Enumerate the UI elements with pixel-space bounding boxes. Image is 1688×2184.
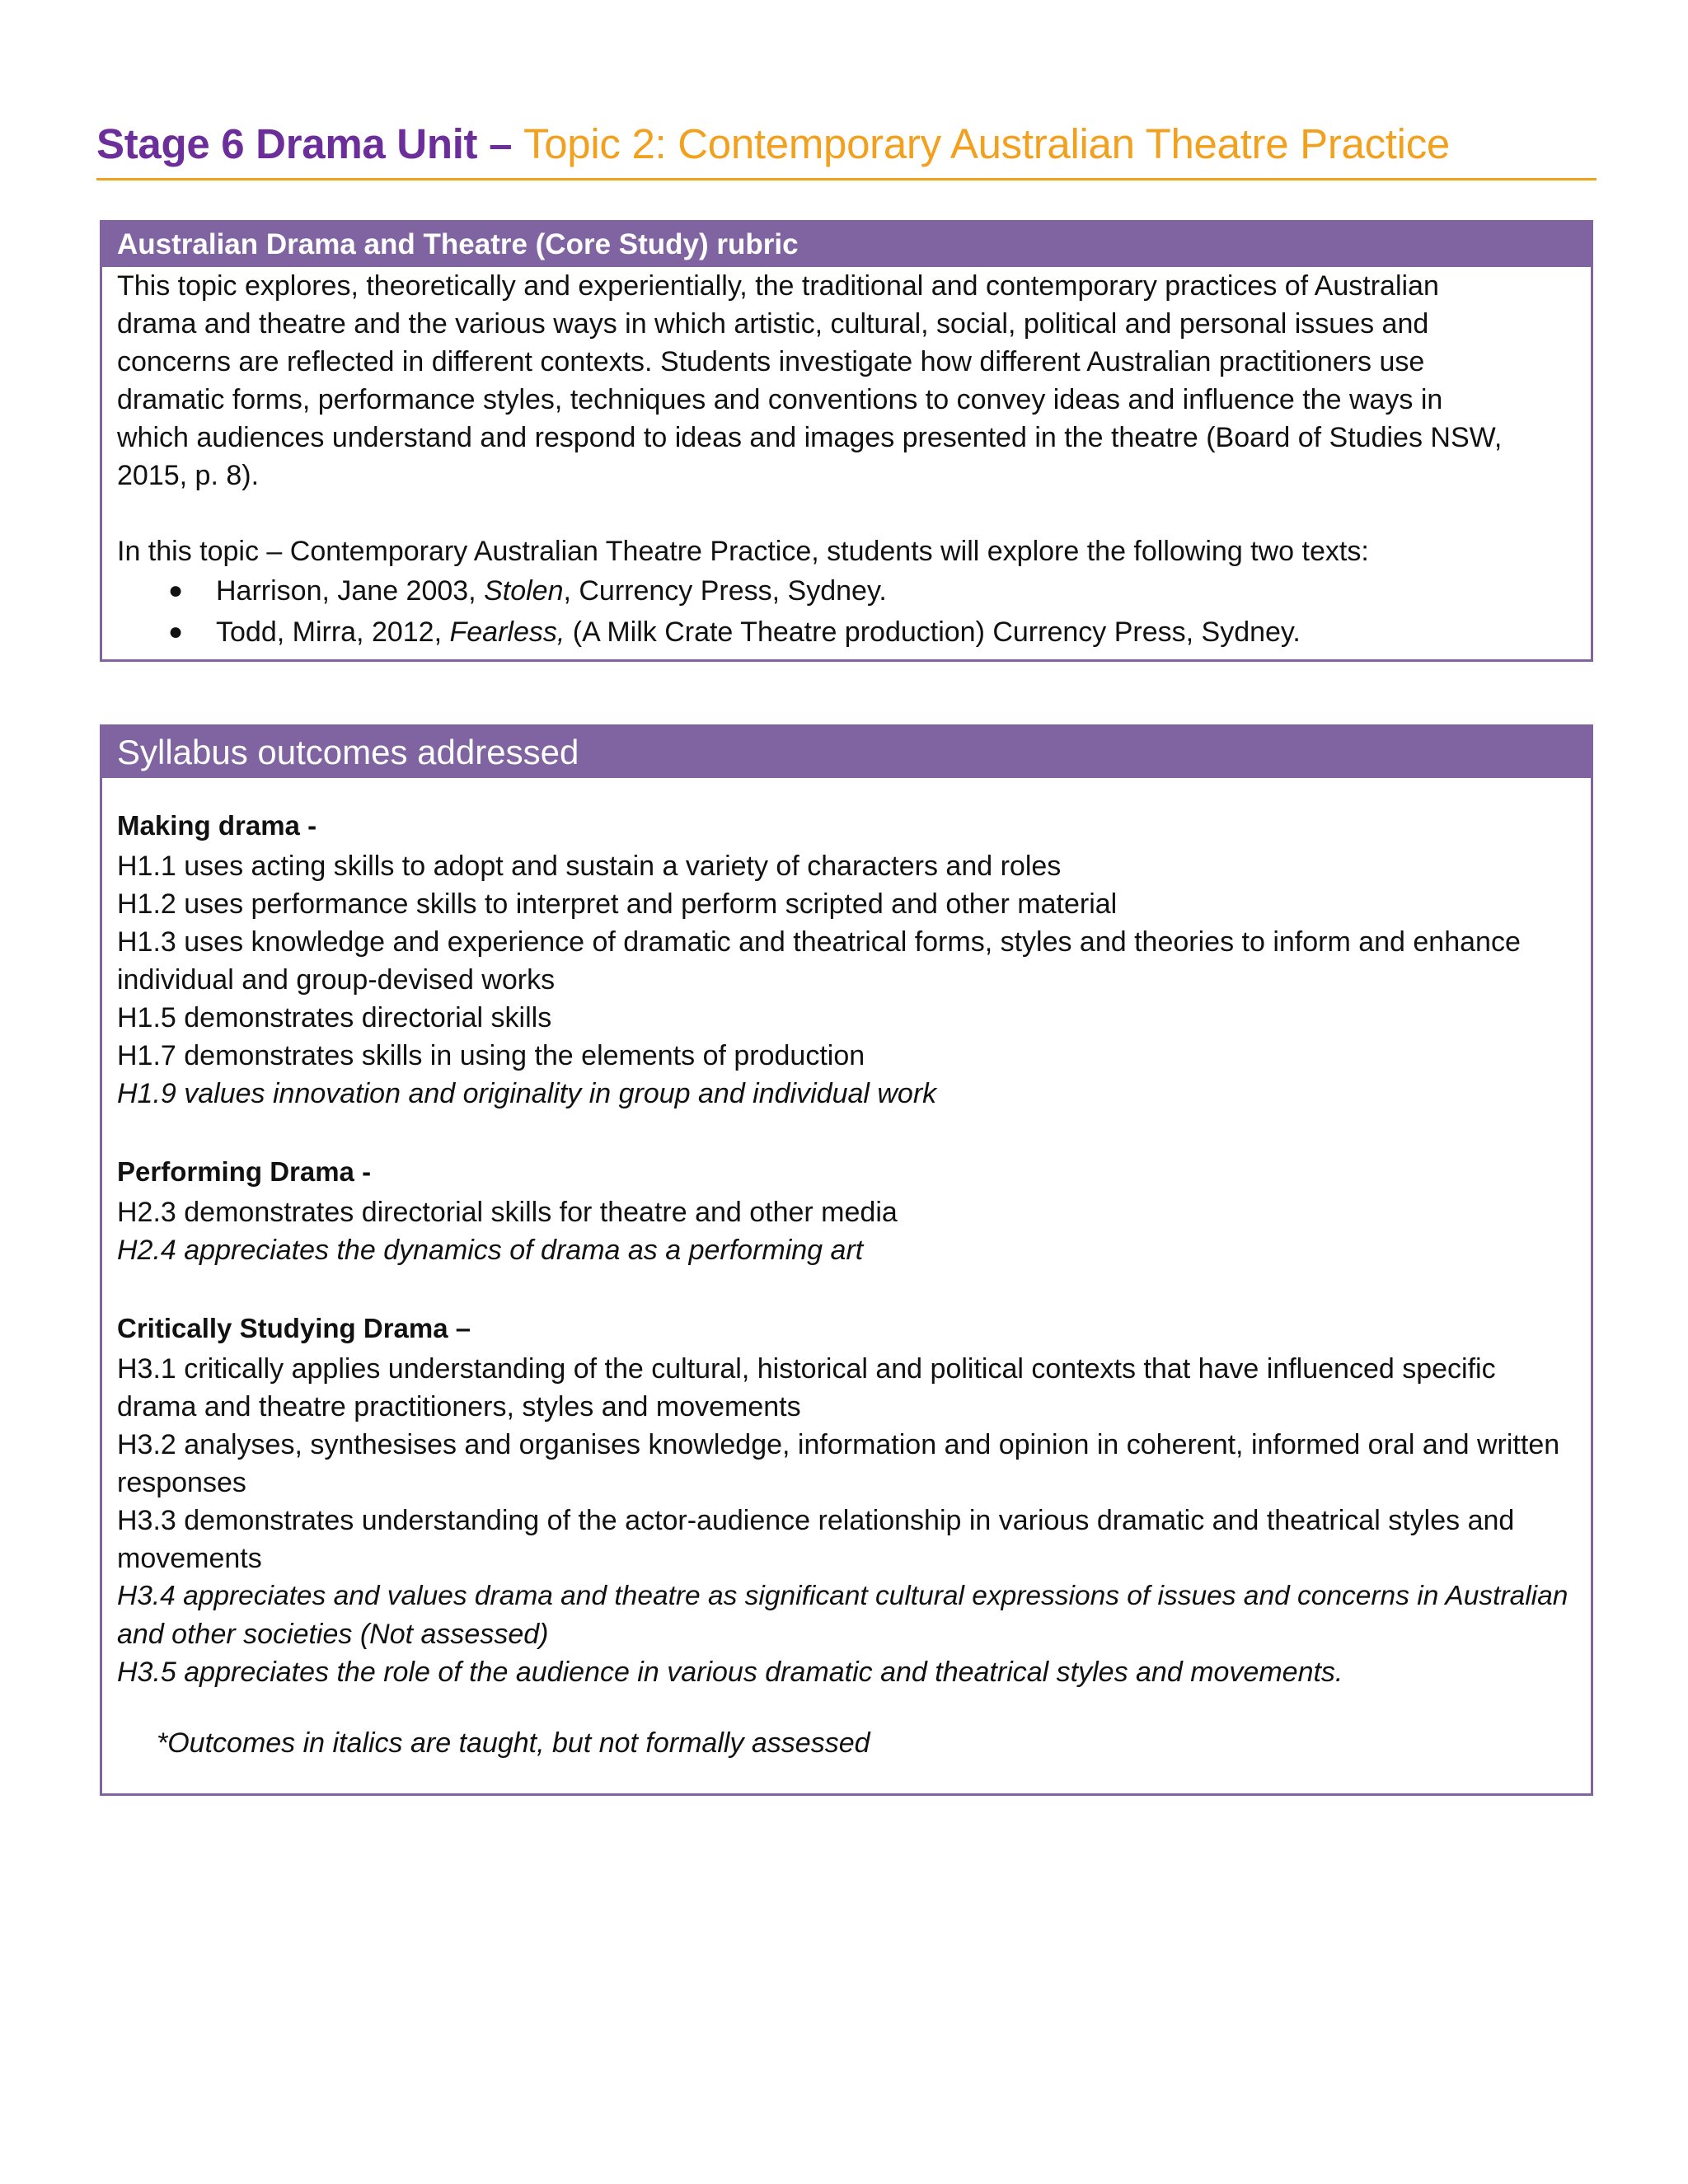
text-citation-publisher: (A Milk Crate Theatre production) Currency Press, Sydney. — [565, 616, 1301, 648]
rubric-body — [102, 267, 1591, 653]
outcome-line: movements — [117, 1543, 262, 1574]
section-heading-critically-studying: Critically Studying Drama – — [117, 1313, 471, 1343]
rubric-texts-intro: In this topic – Contemporary Australian Theatre Practice, students will explore the following two texts: — [117, 536, 1369, 567]
text-citation-title: Fearless, — [449, 616, 565, 648]
text-citation-author: Todd, Mirra, 2012, — [216, 616, 450, 648]
italics-footnote: *Outcomes in italics are taught, but not formally assessed — [157, 1727, 870, 1759]
bullet-icon: ● — [168, 577, 184, 604]
outcome-line: H1.9 values innovation and originality in group and individual work — [117, 1078, 937, 1109]
title-topic: Topic 2: Contemporary Australian Theatre Practice — [523, 120, 1450, 167]
bullet-icon: ● — [168, 618, 184, 645]
outcome-line: H1.1 uses acting skills to adopt and sustain a variety of characters and roles — [117, 851, 1062, 882]
rubric-paragraph-line: drama and theatre and the various ways in which artistic, cultural, social, political and personal issues and — [117, 308, 1429, 340]
outcome-line: H3.5 appreciates the role of the audience in various dramatic and theatrical styles and movements. — [117, 1657, 1343, 1688]
outcome-line: H1.7 demonstrates skills in using the elements of production — [117, 1040, 865, 1071]
outcome-line: H1.2 uses performance skills to interpret and perform scripted and other material — [117, 888, 1118, 920]
rubric-paragraph-line: concerns are reflected in different contexts. Students investigate how different Australian practitioners use — [117, 346, 1425, 377]
page-title — [96, 115, 1597, 173]
outcomes-header: Syllabus outcomes addressed — [102, 727, 1591, 778]
section-heading-making: Making drama - — [117, 810, 317, 841]
outcomes-body — [102, 778, 1591, 1762]
outcome-line: H1.5 demonstrates directorial skills — [117, 1002, 552, 1033]
list-item — [117, 570, 1576, 612]
text-citation-author: Harrison, Jane 2003, — [216, 575, 485, 607]
rubric-paragraph-line: 2015, p. 8). — [117, 460, 260, 491]
title-unit: Stage 6 Drama Unit – — [96, 120, 524, 167]
rubric-paragraph-line: This topic explores, theoretically and experientially, the traditional and contemporary practices of Australian — [117, 270, 1439, 302]
outcome-line: H3.2 analyses, synthesises and organises knowledge, information and opinion in coherent, informed oral and written — [117, 1429, 1560, 1460]
title-underline — [96, 178, 1597, 180]
text-citation-title: Stolen — [484, 575, 564, 607]
rubric-paragraph-line: dramatic forms, performance styles, techniques and conventions to convey ideas and influence the ways in — [117, 384, 1443, 415]
outcome-line: H2.3 demonstrates directorial skills for theatre and other media — [117, 1197, 898, 1228]
outcome-line: responses — [117, 1467, 246, 1498]
rubric-box — [100, 220, 1593, 662]
text-citation-publisher: , Currency Press, Sydney. — [563, 575, 887, 607]
outcome-line: H3.4 appreciates and values drama and theatre as significant cultural expressions of issues and concerns in Australian — [117, 1581, 1568, 1611]
rubric-paragraph-line: which audiences understand and respond to ideas and images presented in the theatre (Board of Studies NSW, — [117, 422, 1503, 453]
outcome-line: H1.3 uses knowledge and experience of dramatic and theatrical forms, styles and theories to inform and enhance — [117, 926, 1521, 958]
outcomes-box — [100, 724, 1593, 1796]
outcome-line: H3.3 demonstrates understanding of the actor-audience relationship in various dramatic and theatrical styles and — [117, 1505, 1515, 1536]
outcome-line: H2.4 appreciates the dynamics of drama as a performing art — [117, 1235, 864, 1266]
texts-list — [117, 570, 1576, 653]
outcome-line: drama and theatre practitioners, styles and movements — [117, 1391, 801, 1422]
outcome-line: individual and group-devised works — [117, 964, 556, 996]
list-item — [117, 612, 1576, 653]
outcome-line: and other societies (Not assessed) — [117, 1619, 549, 1650]
outcome-line: H3.1 critically applies understanding of the cultural, historical and political contexts that have influenced specific — [117, 1353, 1496, 1385]
rubric-header: Australian Drama and Theatre (Core Study) rubric — [102, 223, 1591, 267]
section-heading-performing: Performing Drama - — [117, 1156, 372, 1187]
